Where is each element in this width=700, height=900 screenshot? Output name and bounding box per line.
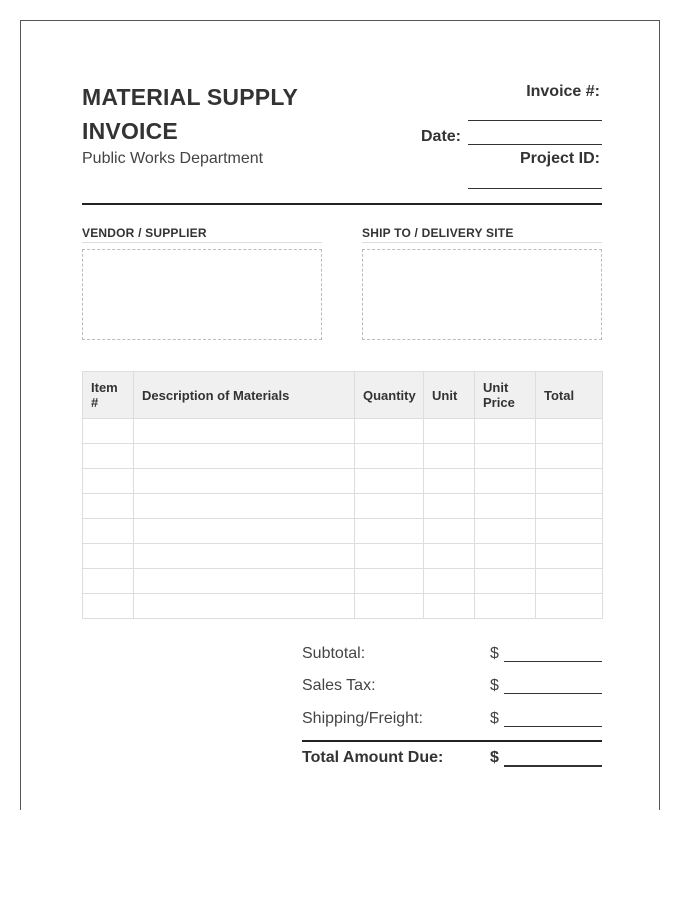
- date-label: Date:: [420, 128, 461, 145]
- table-cell[interactable]: [83, 544, 134, 569]
- shipping-label: Shipping/Freight:: [302, 710, 423, 727]
- invoice-title-line-2: INVOICE: [82, 118, 178, 144]
- table-row: [83, 594, 603, 619]
- table-cell[interactable]: [424, 444, 475, 469]
- table-cell[interactable]: [83, 519, 134, 544]
- ship-to-section-label: SHIP TO / DELIVERY SITE: [362, 226, 514, 240]
- table-cell[interactable]: [475, 544, 536, 569]
- table-row: [83, 519, 603, 544]
- invoice-title-line-1: MATERIAL SUPPLY: [82, 84, 298, 110]
- column-header-item-number: Item #: [83, 372, 134, 419]
- sales-tax-field[interactable]: [504, 693, 602, 694]
- table-body: [83, 419, 603, 619]
- table-cell[interactable]: [424, 469, 475, 494]
- sales-tax-label: Sales Tax:: [302, 677, 376, 694]
- project-id-label: Project ID:: [519, 150, 600, 167]
- table-cell[interactable]: [355, 494, 424, 519]
- column-header-quantity: Quantity: [355, 372, 424, 419]
- table-cell[interactable]: [134, 419, 355, 444]
- project-id-field[interactable]: [468, 188, 602, 189]
- table-cell[interactable]: [536, 544, 603, 569]
- total-divider: [302, 740, 602, 742]
- table-cell[interactable]: [536, 569, 603, 594]
- table-cell[interactable]: [475, 519, 536, 544]
- table-row: [83, 469, 603, 494]
- vendor-section-rule: [82, 242, 322, 243]
- table-cell[interactable]: [134, 494, 355, 519]
- column-header-unit-price: Unit Price: [475, 372, 536, 419]
- table-cell[interactable]: [355, 469, 424, 494]
- invoice-number-field[interactable]: [468, 120, 602, 121]
- invoice-number-label: Invoice #:: [526, 83, 600, 100]
- table-cell[interactable]: [83, 419, 134, 444]
- table-cell[interactable]: [475, 419, 536, 444]
- column-header-total: Total: [536, 372, 603, 419]
- subtotal-field[interactable]: [504, 661, 602, 662]
- table-cell[interactable]: [536, 469, 603, 494]
- table-cell[interactable]: [355, 544, 424, 569]
- table-cell[interactable]: [475, 444, 536, 469]
- table-cell[interactable]: [536, 519, 603, 544]
- total-amount-currency: $: [490, 749, 499, 766]
- shipping-field[interactable]: [504, 726, 602, 727]
- table-row: [83, 444, 603, 469]
- total-amount-label: Total Amount Due:: [302, 749, 444, 766]
- ship-to-section-rule: [362, 242, 602, 243]
- column-header-description: Description of Materials: [134, 372, 355, 419]
- vendor-address-box[interactable]: [82, 249, 322, 340]
- table-cell[interactable]: [424, 494, 475, 519]
- table-cell[interactable]: [134, 444, 355, 469]
- table-cell[interactable]: [424, 519, 475, 544]
- subtotal-label: Subtotal:: [302, 645, 366, 662]
- shipping-currency: $: [490, 710, 499, 727]
- table-cell[interactable]: [536, 594, 603, 619]
- table-cell[interactable]: [134, 544, 355, 569]
- vendor-section-label: VENDOR / SUPPLIER: [82, 226, 207, 240]
- table-cell[interactable]: [83, 494, 134, 519]
- table-cell[interactable]: [536, 419, 603, 444]
- date-field[interactable]: [468, 144, 602, 145]
- ship-to-address-box[interactable]: [362, 249, 602, 340]
- table-cell[interactable]: [134, 519, 355, 544]
- table-cell[interactable]: [424, 544, 475, 569]
- total-amount-field[interactable]: [504, 765, 602, 767]
- table-cell[interactable]: [536, 444, 603, 469]
- table-cell[interactable]: [355, 594, 424, 619]
- table-cell[interactable]: [475, 569, 536, 594]
- table-row: [83, 419, 603, 444]
- table-cell[interactable]: [134, 569, 355, 594]
- table-cell[interactable]: [424, 594, 475, 619]
- invoice-page: [20, 20, 660, 810]
- table-cell[interactable]: [355, 569, 424, 594]
- table-cell[interactable]: [424, 569, 475, 594]
- table-cell[interactable]: [475, 594, 536, 619]
- table-header-row: [83, 372, 603, 419]
- sales-tax-currency: $: [490, 677, 499, 694]
- table-cell[interactable]: [536, 494, 603, 519]
- materials-table: [82, 371, 603, 619]
- department-name: Public Works Department: [82, 150, 264, 167]
- table-cell[interactable]: [475, 494, 536, 519]
- table-cell[interactable]: [83, 444, 134, 469]
- table-cell[interactable]: [83, 569, 134, 594]
- header-divider: [82, 203, 602, 205]
- table-row: [83, 569, 603, 594]
- subtotal-currency: $: [490, 645, 499, 662]
- table-cell[interactable]: [134, 594, 355, 619]
- table-cell[interactable]: [355, 519, 424, 544]
- column-header-unit: Unit: [424, 372, 475, 419]
- table-cell[interactable]: [475, 469, 536, 494]
- table-cell[interactable]: [355, 444, 424, 469]
- table-cell[interactable]: [424, 419, 475, 444]
- table-cell[interactable]: [355, 419, 424, 444]
- table-cell[interactable]: [83, 594, 134, 619]
- table-row: [83, 494, 603, 519]
- table-cell[interactable]: [134, 469, 355, 494]
- table-row: [83, 544, 603, 569]
- table-cell[interactable]: [83, 469, 134, 494]
